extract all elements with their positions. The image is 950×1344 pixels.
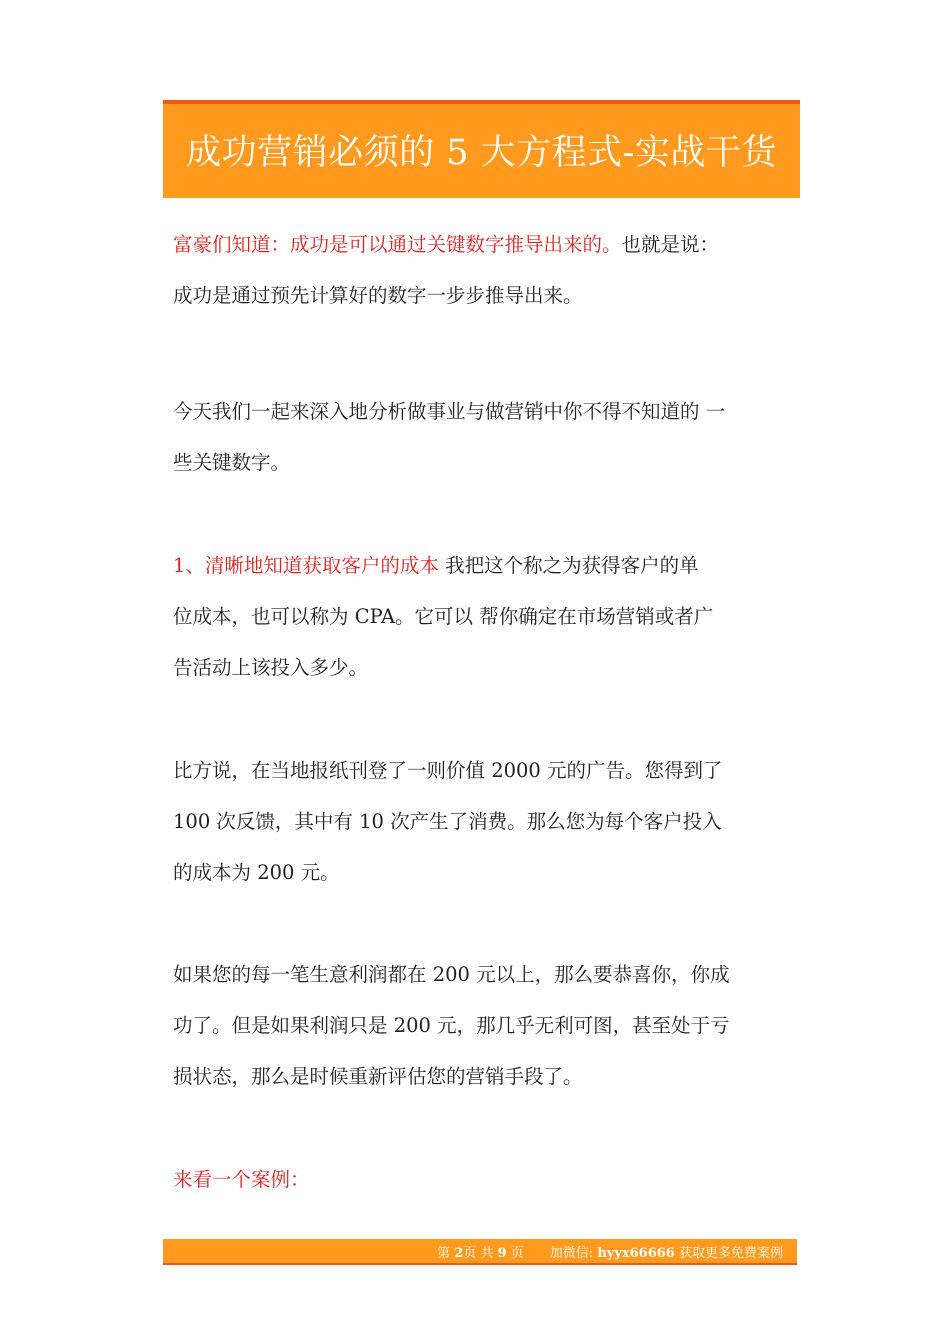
paragraph-section-1	[173, 540, 813, 693]
paragraph-case	[173, 1154, 813, 1205]
section-1-line3: 告活动上该投入多少。	[173, 656, 369, 679]
title-banner	[163, 100, 800, 198]
footer-page-number: 2	[454, 1245, 464, 1261]
today-line2: 些关键数字。	[173, 451, 291, 474]
footer-page-info: 第 2页 共 9 页	[437, 1245, 524, 1261]
example-line2: 100 次反馈，其中有 10 次产生了消费。那么您为每个客户投入	[173, 810, 722, 833]
today-line1: 今天我们一起来深入地分析做事业与做营销中你不得不知道的 一	[173, 400, 726, 423]
case-heading: 来看一个案例：	[173, 1168, 310, 1191]
example-line1: 比方说，在当地报纸刊登了一则价值 2000 元的广告。您得到了	[173, 759, 723, 782]
intro-line1-rest: 也就是说：	[621, 233, 720, 256]
footer-total-pages: 9	[497, 1245, 507, 1261]
example-line3: 的成本为 200 元。	[173, 861, 340, 884]
paragraph-profit	[173, 949, 813, 1102]
intro-line2: 成功是通过预先计算好的数字一步步推导出来。	[173, 284, 583, 307]
section-1-heading: 1、清晰地知道获取客户的成本	[173, 554, 439, 577]
paragraph-example	[173, 745, 813, 898]
footer-wechat: 加微信: hyyx66666 获取更多免费案例	[549, 1245, 783, 1261]
section-1-line1-rest: 我把这个称之为获得客户的单	[438, 554, 699, 577]
page-footer	[163, 1239, 797, 1265]
profit-line2: 功了。但是如果利润只是 200 元，那几乎无利可图，甚至处于亏	[173, 1014, 730, 1037]
footer-wechat-id: hyyx66666	[597, 1245, 675, 1261]
section-1-line2: 位成本，也可以称为 CPA。它可以 帮你确定在市场营销或者广	[173, 605, 714, 628]
profit-line3: 损状态，那么是时候重新评估您的营销手段了。	[173, 1065, 583, 1088]
page-title: 成功营销必须的 5 大方程式-实战干货	[186, 133, 777, 173]
profit-line1: 如果您的每一笔生意利润都在 200 元以上，那么要恭喜你，你成	[173, 963, 730, 986]
intro-highlight: 富豪们知道：成功是可以通过关键数字推导出来的。	[173, 233, 622, 256]
paragraph-intro	[173, 219, 813, 321]
paragraph-today	[173, 386, 813, 488]
